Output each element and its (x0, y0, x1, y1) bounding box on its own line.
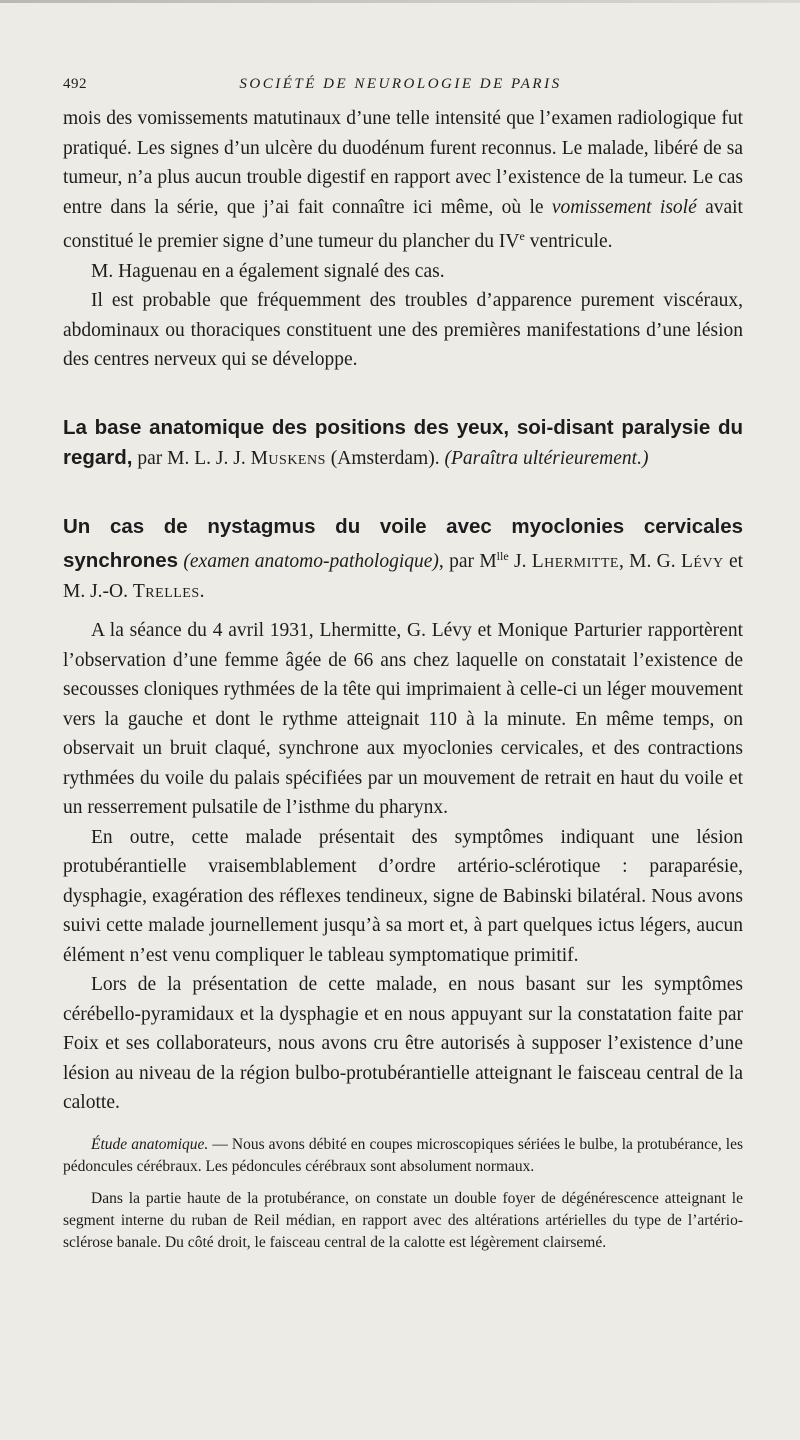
author-name: Lhermitte (531, 551, 619, 572)
running-head (63, 76, 738, 98)
article-nystagmus (63, 512, 743, 1254)
anatomy-paragraph-1: Étude anatomique. — Nous avons débité en coupes microscopiques sériées le bulbe, la protubérance, les pédoncules cérébraux. Les pédoncules cérébraux sont absolument normaux. (63, 1135, 744, 1175)
intro-paragraph-2: M. Haguenau en a également signalé des cas. (91, 260, 445, 282)
article-muskens (63, 413, 743, 474)
author-name: Lévy (680, 551, 724, 572)
article-subtitle: (examen anatomo-pathologique) (183, 551, 439, 572)
intro-paragraph-1: mois des vomissements matutinaux d’une telle intensité que l’examen radiologique fut pratiqué. Les signes d’un ulcère du duodénum furent reconnus. Le malade, libéré de sa tumeur, n’a plus aucun trouble digestif en rapport avec l’existence de la tumeur. Le cas entre dans la série, que j’ai fait connaître ici même, où le vomissement isolé avait constitué le premier signe d’une tumeur du plancher du IVe ventricule. (63, 108, 743, 252)
body-paragraph-3: Lors de la présentation de cette malade, en nous basant sur les symptômes cérébello-pyramidaux et la dysphagie et en nous appuyant sur la constatation faite par Foix et ses collaborateurs, nous avons cru être autorisés à supposer l’existence d’une lésion au niveau de la région bulbo-protubérantielle atteignant le faisceau central de la calotte. (63, 974, 743, 1113)
section-label: Étude anatomique. (91, 1135, 209, 1153)
article-title: La base anatomique des positions des yeux, soi-disant paralysie du regard, (63, 415, 743, 469)
article-body (63, 616, 743, 1118)
scan-edge (0, 0, 800, 3)
page-number: 492 (63, 76, 87, 92)
article-title: Un cas de nystagmus du voile avec myoclonies cervicales synchrones (63, 514, 743, 572)
page-text (63, 104, 743, 1254)
author-name: Muskens (250, 448, 326, 469)
article-heading: La base anatomique des positions des yeux, soi-disant paralysie du regard, par M. L. J. J. Muskens (Amsterdam). (Paraîtra ultérieurement.) (63, 415, 743, 469)
journal-title: SOCIÉTÉ DE NEUROLOGIE DE PARIS (239, 76, 562, 92)
author-name: Trelles (132, 580, 200, 602)
emphasis: vomissement isolé (551, 196, 697, 218)
superscript: lle (496, 549, 509, 563)
anatomy-paragraph-2: Dans la partie haute de la protubérance, on constate un double foyer de dégénérescence atteignant le segment interne du ruban de Reil médian, en rapport avec des altérations artérielles du type de l’artério-sclérose banale. Du côté droit, le faisceau central de la calotte est légèrement clairsemé. (63, 1189, 743, 1251)
intro-paragraph-3: Il est probable que fréquemment des troubles d’apparence purement viscéraux, abdominaux ou thoraciques constituent une des premières manifestations d’une lésion des centres nerveux qui se développe. (63, 290, 743, 370)
body-paragraph-2: En outre, cette malade présentait des symptômes indiquant une lésion protubérantielle vraisemblablement d’ordre artério-sclérotique : paraparésie, dysphagie, exagération des réflexes tendineux, signe de Babinski bilatéral. Nous avons suivi cette malade journellement jusqu’à sa mort et, à part quelques ictus légers, aucun élément n’est venu compliquer le tableau symptomatique primitif. (63, 826, 743, 966)
publication-note: (Paraîtra ultérieurement.) (444, 448, 649, 469)
body-paragraph-1: A la séance du 4 avril 1931, Lhermitte, G. Lévy et Monique Parturier rapportèrent l’observation d’une femme âgée de 66 ans chez laquelle on constatait l’existence de secousses cloniques rythmées de la tête qui imprimaient à celle-ci un léger mouvement vers la gauche et dont le rythme atteignait 110 à la minute. En même temps, on observait un bruit claqué, synchrone aux myoclonies cervicales, et des contractions rythmées du voile du palais spécifiées par un mouvement de retrait en haut du voile et un resserrement pulsatile de l’isthme du pharynx. (63, 620, 743, 818)
article-heading: Un cas de nystagmus du voile avec myoclonies cervicales synchrones (examen anatomo-pathologique), par $M^{lle}$ J. Lhermitte, M. G. Lévy et M. J.-O. Trelles. (63, 514, 744, 602)
superscript: e (519, 229, 525, 243)
